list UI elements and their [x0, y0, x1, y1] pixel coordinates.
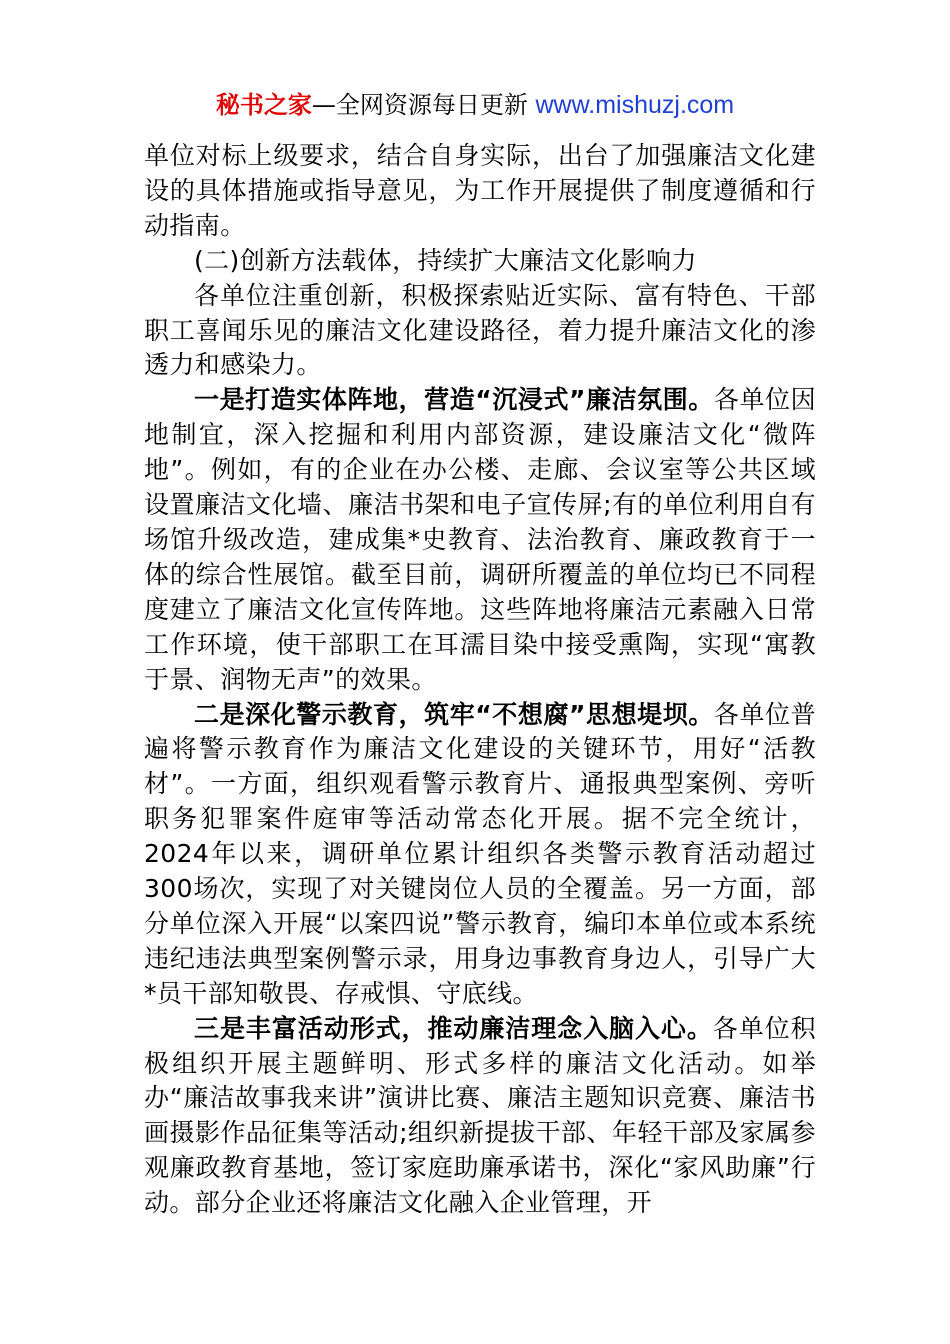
document-body — [144, 139, 816, 1221]
header-tagline: —全网资源每日更新 — [311, 91, 536, 119]
paragraph-point-two — [144, 698, 816, 1012]
page-header — [0, 88, 950, 122]
paragraph-continuation — [144, 139, 816, 244]
paragraph-lead: 二是深化警示教育，筑牢“不想腐”思想堤坝。 — [194, 699, 714, 729]
header-brand: 秘书之家 — [215, 91, 312, 119]
paragraph-text: 各单位普遍将警示教育作为廉洁文化建设的关键环节，用好“活教材”。一方面，组织观看警示教育片、通报典型案例、旁听职务犯罪案件庭审等活动常态化开展。据不完全统计，2024年以来，调研单位累计组织各类警示教育活动超过300场次，实现了对关键岗位人员的全覆盖。另一方面，部分单位深入开展“以案四说”警示教育，编印本单位或本系统违纪违法典型案例警示录，用身边事教育身边人，引导广大*员干部知敬畏、存戒惧、守底线。 — [144, 699, 816, 1008]
paragraph-text: 各单位因地制宜，深入挖掘和利用内部资源，建设廉洁文化“微阵地”。例如，有的企业在办公楼、走廊、会议室等公共区域设置廉洁文化墙、廉洁书架和电子宣传屏;有的单位利用自有场馆升级改造，建成集*史教育、法治教育、廉政教育于一体的综合性展馆。截至目前，调研所覆盖的单位均已不同程度建立了廉洁文化宣传阵地。这些阵地将廉洁元素融入日常工作环境，使干部职工在耳濡目染中接受熏陶，实现“寓教于景、润物无声”的效果。 — [144, 385, 816, 694]
paragraph-point-one — [144, 383, 816, 697]
header-url-link[interactable]: www.mishuzj.com — [535, 91, 735, 119]
section-heading-text: (二)创新方法载体，持续扩大廉洁文化影响力 — [194, 245, 697, 275]
paragraph-point-three — [144, 1012, 816, 1221]
paragraph-text: 各单位积极组织开展主题鲜明、形式多样的廉洁文化活动。如举办“廉洁故事我来讲”演讲比赛、廉洁主题知识竞赛、廉洁书画摄影作品征集等活动;组织新提拔干部、年轻干部及家属参观廉政教育基地，签订家庭助廉承诺书，深化“家风助廉”行动。部分企业还将廉洁文化融入企业管理，开 — [144, 1013, 816, 1218]
paragraph-intro — [144, 279, 816, 384]
section-heading — [144, 244, 816, 279]
paragraph-lead: 三是丰富活动形式，推动廉洁理念入脑入心。 — [194, 1013, 713, 1043]
paragraph-text: 单位对标上级要求，结合自身实际，出台了加强廉洁文化建设的具体措施或指导意见，为工作开展提供了制度遵循和行动指南。 — [144, 141, 816, 240]
paragraph-lead: 一是打造实体阵地，营造“沉浸式”廉洁氛围。 — [194, 385, 714, 415]
paragraph-text: 各单位注重创新，积极探索贴近实际、富有特色、干部职工喜闻乐见的廉洁文化建设路径，着力提升廉洁文化的渗透力和感染力。 — [144, 280, 816, 380]
